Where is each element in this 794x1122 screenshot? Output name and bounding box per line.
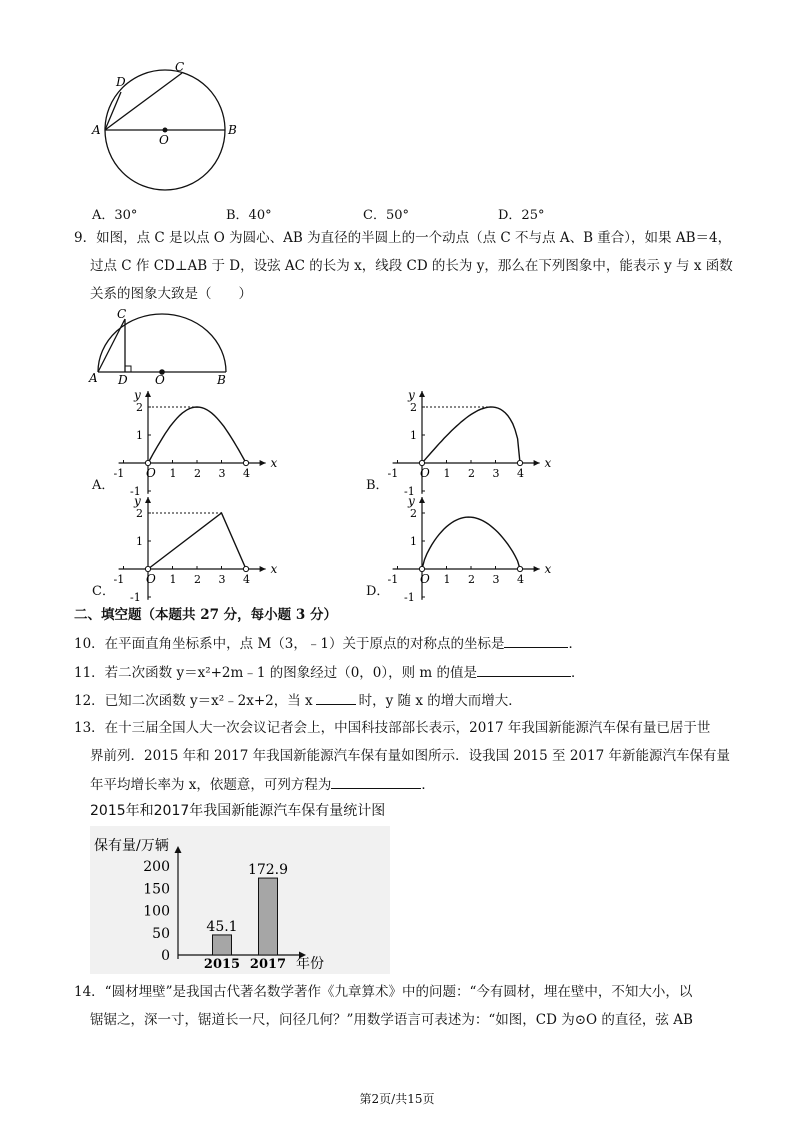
origin-label: O (420, 466, 430, 480)
bar-chart (90, 826, 390, 974)
x-tick-label: 2 (194, 573, 201, 586)
y-tick-label: 1 (410, 535, 417, 548)
q13-stem-line2: 界前列．2015 年和 2017 年我国新能源汽车保有量如图所示．设我国 2015 至 2017 年新能源汽车保有量 (90, 748, 730, 764)
function-curve (148, 407, 246, 463)
open-endpoint (145, 460, 150, 465)
y-tick-label: 2 (136, 507, 143, 520)
q8-label-c: C (175, 60, 185, 74)
x-tick-label: -1 (113, 467, 125, 480)
x-axis-arrow (534, 460, 540, 466)
chart-xlabel: 年份 (296, 956, 324, 972)
origin-label: O (146, 466, 156, 480)
q12-answer-blank[interactable] (316, 690, 356, 705)
q14-stem-line1: 14．“圆材埋壁”是我国古代著名数学著作《九章算术》中的问题：“今有圆材，埋在壁中，不知大小，以 (74, 984, 693, 1000)
y-tick-label: 150 (143, 881, 170, 898)
x-axis-arrow (534, 566, 540, 572)
x-tick-label: 2017 (249, 957, 287, 972)
function-curve (148, 513, 246, 569)
y-tick-label: 2 (410, 507, 417, 520)
x-tick-label: 2 (468, 573, 475, 586)
x-tick-label: 1 (443, 573, 451, 586)
function-curve (422, 407, 520, 463)
q9-label-c: C (117, 307, 127, 321)
q8-circle-figure (90, 58, 250, 208)
y-axis-label: y (408, 388, 415, 402)
x-tick-label: -1 (387, 573, 399, 586)
x-tick-label: 4 (517, 467, 524, 480)
x-tick-label: 3 (218, 467, 226, 480)
section-2-heading: 二、填空题（本题共 27 分，每小题 3 分） (74, 607, 337, 623)
y-tick-label: 2 (410, 401, 417, 414)
y-axis-label: y (408, 494, 415, 508)
q13-stem-line1: 13．在十三届全国人大一次会议记者会上，中国科技部部长表示，2017 年我国新能源汽车保有量已居于世 (74, 720, 711, 736)
y-axis-arrow (145, 497, 151, 503)
page-footer: 第2页/共15页 (359, 1092, 435, 1106)
open-endpoint (517, 566, 522, 571)
q11-answer-blank[interactable] (477, 662, 571, 677)
y-tick-label: 2 (136, 401, 143, 414)
q8-label-a: A (92, 123, 101, 137)
q8-label-o: O (159, 133, 169, 147)
bar-value-label: 45.1 (206, 918, 238, 935)
q9-graph-c[interactable] (110, 493, 278, 604)
x-tick-label: 4 (243, 467, 250, 480)
x-tick-label: 4 (517, 573, 524, 586)
bar-2017 (259, 878, 278, 955)
q10-answer-blank[interactable] (504, 633, 568, 648)
y-tick-label: -1 (130, 591, 141, 604)
q8-option-b[interactable]: B．40° (226, 208, 272, 223)
q9-graph-d[interactable] (384, 493, 552, 604)
y-tick-label: 1 (136, 429, 143, 442)
x-tick-label: 1 (169, 467, 177, 480)
q9-label-a: A (89, 371, 98, 385)
q13-stem-line3: 年平均增长率为 x，依题意，可列方程为 ． (90, 774, 435, 795)
q11-text: 11．若二次函数 y＝x²+2m﹣1 的图象经过（0，0），则 m 的值是 ． (74, 662, 585, 683)
x-axis-arrow (260, 460, 266, 466)
y-tick-label: -1 (404, 485, 415, 498)
q13-answer-blank[interactable] (331, 774, 421, 789)
q9-stem-line1: 9．如图，点 C 是以点 O 为圆心、AB 为直径的半圆上的一个动点（点 C 不与点 A、B 重合），如果 AB＝4， (74, 230, 732, 246)
q8-option-d[interactable]: D．25° (498, 208, 545, 223)
x-axis-label: x (544, 562, 552, 576)
x-tick-label: 1 (443, 467, 451, 480)
q9-stem-line3: 关系的图象大致是（ ） (90, 286, 252, 302)
x-tick-label: -1 (113, 573, 125, 586)
x-axis-label: x (270, 562, 278, 576)
open-endpoint (243, 566, 248, 571)
y-axis-label: y (134, 494, 141, 508)
chart-title: 2015年和2017年我国新能源汽车保有量统计图 (90, 803, 386, 819)
y-axis-arrow (419, 497, 425, 503)
q8-label-d: D (116, 75, 126, 89)
x-tick-label: 3 (492, 573, 500, 586)
y-tick-label: 50 (152, 925, 170, 942)
y-tick-label: 100 (143, 903, 170, 920)
open-endpoint (243, 460, 248, 465)
q8-option-c[interactable]: C．50° (363, 208, 409, 223)
y-tick-label: 200 (143, 859, 170, 875)
bar-value-label: 172.9 (247, 862, 289, 879)
open-endpoint (419, 566, 424, 571)
chart-ylabel: 保有量/万辆 (94, 838, 169, 854)
origin-label: O (146, 572, 156, 586)
q9-label-b: B (217, 373, 226, 387)
origin-label: O (420, 572, 430, 586)
x-tick-label: 3 (492, 467, 500, 480)
x-axis-label: x (544, 456, 552, 470)
y-tick-label: -1 (130, 485, 141, 498)
x-tick-label: 4 (243, 573, 250, 586)
q9-graph-a[interactable] (110, 387, 278, 498)
y-axis-arrow (145, 391, 151, 397)
q9-option-d[interactable]: D． (366, 584, 390, 599)
open-endpoint (419, 460, 424, 465)
y-tick-label: -1 (404, 591, 415, 604)
open-endpoint (145, 566, 150, 571)
x-tick-label: 1 (169, 573, 177, 586)
y-tick-label: 0 (161, 948, 170, 964)
q9-graph-b[interactable] (384, 387, 552, 498)
q9-label-o: O (155, 373, 165, 387)
q9-option-a[interactable]: A． (92, 478, 115, 493)
q8-label-b: B (228, 123, 237, 137)
q10-text: 10．在平面直角坐标系中，点 M（3，﹣1）关于原点的对称点的坐标是 ． (74, 633, 582, 654)
y-axis-arrow (419, 391, 425, 397)
x-tick-label: 2 (468, 467, 475, 480)
y-tick-label: 1 (136, 535, 143, 548)
q9-semicircle-figure (88, 306, 238, 386)
function-curve (422, 517, 520, 569)
q9-option-b[interactable]: B． (366, 478, 389, 493)
q9-label-d: D (118, 373, 128, 387)
x-tick-label: -1 (387, 467, 399, 480)
q8-option-a[interactable]: A．30° (92, 208, 138, 223)
x-axis-arrow (260, 566, 266, 572)
q9-option-c[interactable]: C． (92, 584, 115, 599)
q9-stem-line2: 过点 C 作 CD⊥AB 于 D，设弦 AC 的长为 x，线段 CD 的长为 y，那么在下列图象中，能表示 y 与 x 函数 (90, 258, 733, 274)
q12-text: 12．已知二次函数 y＝x²﹣2x+2，当 x 时，y 随 x 的增大而增大． (74, 690, 522, 711)
y-axis-label: y (134, 388, 141, 402)
open-endpoint (517, 460, 522, 465)
q14-stem-line2: 锯锯之，深一寸，锯道长一尺，问径几何？”用数学语言可表述为：“如图，CD 为⊙O 的直径，弦 AB (90, 1012, 693, 1028)
x-tick-label: 2015 (203, 957, 241, 972)
y-tick-label: 1 (410, 429, 417, 442)
bar-2015 (213, 935, 232, 955)
x-axis-label: x (270, 456, 278, 470)
x-tick-label: 3 (218, 573, 226, 586)
x-tick-label: 2 (194, 467, 201, 480)
